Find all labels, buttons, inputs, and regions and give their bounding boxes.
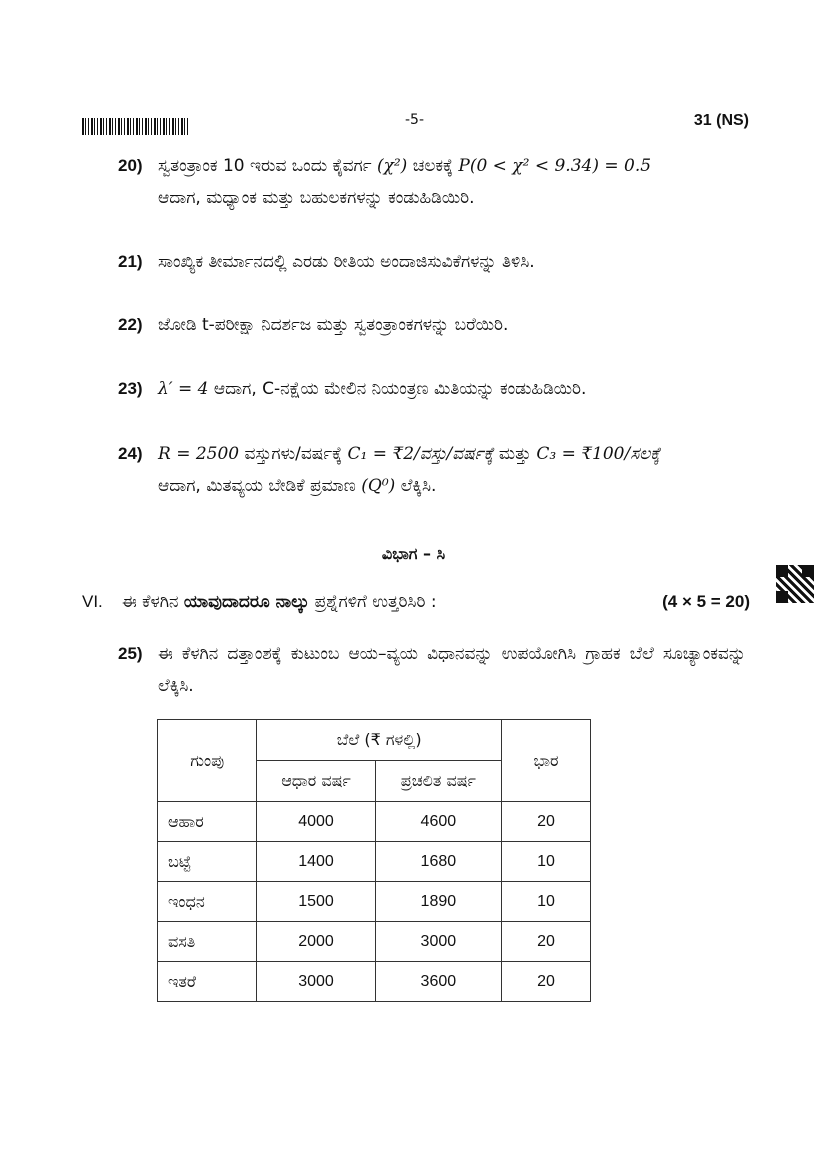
question-text: ಮತ್ತು <box>498 444 531 464</box>
question-number: 25) <box>118 644 143 663</box>
section-roman-number: VI. <box>82 592 103 611</box>
section-title: ವಿಭಾಗ – ಸಿ <box>381 544 446 563</box>
question-24 <box>118 438 746 502</box>
question-number: 24) <box>118 444 143 463</box>
cell-current: 3000 <box>375 922 501 962</box>
table-row <box>158 922 591 962</box>
cell-group: ಬಟ್ಟೆ <box>158 842 257 882</box>
cell-current: 1890 <box>375 882 501 922</box>
question-text: ಆದಾಗ, C-ನಕ್ಷೆಯ ಮೇಲಿನ ನಿಯಂತ್ರಣ ಮಿತಿಯನ್ನು ಕಂಡುಹಿಡಿಯಿರಿ. <box>213 379 587 399</box>
cell-weight: 20 <box>501 802 590 842</box>
question-text: ಚಲಕಕ್ಕೆ <box>412 156 453 176</box>
cell-group: ಇತರೆ <box>158 962 257 1002</box>
section-instruction <box>82 588 750 616</box>
cell-base: 2000 <box>257 922 375 962</box>
section-marks: (4 × 5 = 20) <box>662 592 750 611</box>
c3-expression: C₃ = ₹100/ಸಲಕ್ಕೆ <box>536 444 661 464</box>
question-text: ಜೋಡಿ t-ಪರೀಕ್ಷಾ ನಿದರ್ಶಜ ಮತ್ತು ಸ್ವತಂತ್ರಾಂಕಗಳನ್ನು ಬರೆಯಿರಿ. <box>158 315 509 335</box>
qr-code-image <box>776 565 814 603</box>
question-number: 20) <box>118 156 143 175</box>
table-row <box>158 842 591 882</box>
header-current-year: ಪ್ರಚಲಿತ ವರ್ಷ <box>375 761 501 802</box>
question-25 <box>118 638 746 702</box>
instruction-text: ಪ್ರಶ್ನೆಗಳಿಗೆ ಉತ್ತರಿಸಿರಿ : <box>314 592 437 612</box>
r-expression: R = 2500 <box>158 444 240 464</box>
question-23 <box>118 373 746 405</box>
question-21 <box>118 246 746 278</box>
chi-square-symbol: (χ²) <box>376 156 408 176</box>
cell-weight: 10 <box>501 882 590 922</box>
instruction-text: ಈ ಕೆಳಗಿನ <box>122 592 179 612</box>
price-table <box>157 719 591 1002</box>
q0-expression: (Q⁰) <box>361 476 396 496</box>
header-base-year: ಆಧಾರ ವರ್ಷ <box>257 761 375 802</box>
header-group: ಗುಂಪು <box>158 720 257 802</box>
table-row <box>158 962 591 1002</box>
question-text: ಆದಾಗ, ಮಿತವ್ಯಯ ಬೇಡಿಕೆ ಪ್ರಮಾಣ <box>158 476 356 496</box>
header-weight: ಭಾರ <box>501 720 590 802</box>
question-text: ವಸ್ತುಗಳು/ವರ್ಷಕ್ಕೆ <box>244 444 343 464</box>
cell-base: 4000 <box>257 802 375 842</box>
cell-base: 3000 <box>257 962 375 1002</box>
cell-group: ಇಂಧನ <box>158 882 257 922</box>
paper-code: 31 (NS) <box>693 112 749 129</box>
question-number: 22) <box>118 315 143 334</box>
cell-current: 3600 <box>375 962 501 1002</box>
question-text: ಈ ಕೆಳಗಿನ ದತ್ತಾಂಶಕ್ಕೆ ಕುಟುಂಬ ಆಯ–ವ್ಯಯ ವಿಧಾನವನ್ನು ಉಪಯೋಗಿಸಿ ಗ್ರಾಹಕ ಬೆಲೆ ಸೂಚ್ಯಾಂಕವನ್ನು ಲೆಕ್ಕಿಸಿ. <box>158 644 746 696</box>
question-text: ಲೆಕ್ಕಿಸಿ. <box>400 476 437 496</box>
question-text: ಸ್ವತಂತ್ರಾಂಕ 10 ಇರುವ ಒಂದು ಕೈವರ್ಗ <box>158 156 372 176</box>
barcode-image <box>82 118 188 135</box>
cell-weight: 20 <box>501 962 590 1002</box>
cell-current: 4600 <box>375 802 501 842</box>
cell-weight: 10 <box>501 842 590 882</box>
question-text: ಆದಾಗ, ಮಧ್ಯಾಂಕ ಮತ್ತು ಬಹುಲಕಗಳನ್ನು ಕಂಡುಹಿಡಿಯಿರಿ. <box>158 188 475 208</box>
cell-group: ವಸತಿ <box>158 922 257 962</box>
cell-group: ಆಹಾರ <box>158 802 257 842</box>
question-text: ಸಾಂಖ್ಯಿಕ ತೀರ್ಮಾನದಲ್ಲಿ ಎರಡು ರೀತಿಯ ಅಂದಾಜಿಸುವಿಕೆಗಳನ್ನು ತಿಳಿಸಿ. <box>158 252 535 272</box>
table-row <box>158 882 591 922</box>
cell-weight: 20 <box>501 922 590 962</box>
table-row <box>158 802 591 842</box>
header-price: ಬೆಲೆ (₹ ಗಳಲ್ಲಿ) <box>257 720 502 761</box>
question-number: 21) <box>118 252 143 271</box>
c1-expression: C₁ = ₹2/ವಸ್ತು/ವರ್ಷಕ್ಕೆ <box>347 444 494 464</box>
question-number: 23) <box>118 379 143 398</box>
probability-expression: P(0 < χ² < 9.34) = 0.5 <box>458 156 652 176</box>
cell-base: 1400 <box>257 842 375 882</box>
lambda-expression: λ′ = 4 <box>158 379 209 399</box>
instruction-emphasis: ಯಾವುದಾದರೂ ನಾಲ್ಕು <box>183 592 310 612</box>
question-20 <box>118 150 746 214</box>
cell-current: 1680 <box>375 842 501 882</box>
cell-base: 1500 <box>257 882 375 922</box>
page-number: -5- <box>405 112 425 128</box>
question-22 <box>118 309 746 341</box>
